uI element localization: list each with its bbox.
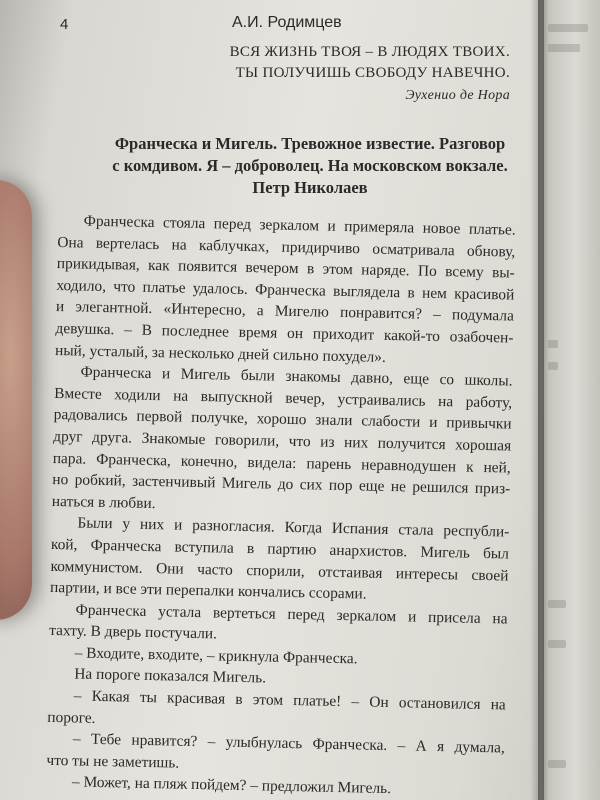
text-line: девушка. – В последнее время он приходит какой-то озабочен- (55, 319, 514, 347)
text-line: Были у них и разногласия. Когда Испания стала республи- (77, 514, 510, 541)
text-line: Франческа устала вертеться перед зеркалом и присела на (75, 601, 508, 628)
text-line: Франческа стояла перед зеркалом и примеряла новое платье. (83, 212, 516, 239)
text-line: коммунистом. Они часто спорили, отстаивая интересы своей (50, 557, 509, 585)
text-line: радовались первой получке, хорошо знали слабости и привычки (53, 406, 512, 433)
text-line: партии, и все эти перепалки кончались ссорами. (49, 579, 367, 603)
chapter-title-line: Петр Николаев (252, 178, 368, 197)
body-text (46, 210, 516, 800)
text-line: – Какая ты красивая в этом платье! – Он остановился на (73, 687, 506, 714)
text-line: – Может, на пляж пойдем? – предложил Мигель. (71, 773, 392, 798)
running-header-author: А.И. Родимцев (232, 14, 342, 31)
epigraph-author: Эухенио де Нора (405, 88, 510, 103)
text-line: наться в любви. (51, 492, 156, 512)
text-line: Вместе ходили на выпускной вечер, устраивались на работу, (53, 384, 513, 412)
chapter-title-line: Франческа и Мигель. Тревожное известие. Разговор (114, 134, 506, 153)
text-line: прикидывая, как появится вечером в этом наряде. По всему вы- (56, 255, 515, 282)
text-line: тахту. В дверь постучали. (49, 622, 218, 643)
text-line: На пороге показался Мигель. (74, 665, 267, 687)
text-line: – Тебе нравится? – улыбнулась Франческа. – А я думала, (72, 730, 506, 757)
epigraph-line: ВСЯ ЖИЗНЬ ТВОЯ – В ЛЮДЯХ ТВОИХ. (229, 44, 510, 60)
text-line: ный, усталый, за несколько дней сильно похудел». (54, 341, 387, 366)
epigraph-line: ТЫ ПОЛУЧИШЬ СВОБОДУ НАВЕЧНО. (235, 65, 510, 81)
text-line: друг друга. Знакомые говорили, что из них получится хорошая (53, 427, 512, 455)
text-line: Франческа и Мигель были знакомы давно, еще со школы. (80, 363, 513, 390)
thumb (0, 180, 32, 620)
text-line: – Входите, входите, – крикнула Франческа. (74, 644, 358, 668)
text-line: ходило, что платье удалось. Франческа выглядела в нем красивой (56, 276, 515, 304)
chapter-title (90, 133, 530, 199)
text-line: Она вертелась на каблучках, придирчиво осматривала обнову, (57, 233, 516, 261)
text-line: что ты не заметишь. (46, 751, 180, 772)
text-line: но робкий, застенчивый Мигель до сих пор еще не решился приз- (52, 471, 511, 498)
page-number: 4 (60, 16, 69, 33)
text-line: пороге. (47, 708, 96, 727)
text-line: пара. Франческа, конечно, видела: парень неравнодушен к ней, (52, 449, 511, 477)
text-line: кой, Франческа вступила в партию анархистов. Мигель был (50, 535, 510, 563)
epigraph (200, 42, 510, 106)
chapter-title-line: с комдивом. Я – доброволец. На московском вокзале. (112, 156, 508, 175)
text-line: и элегантной. «Интересно, а Мигелю понравится? – подумала (55, 298, 515, 325)
